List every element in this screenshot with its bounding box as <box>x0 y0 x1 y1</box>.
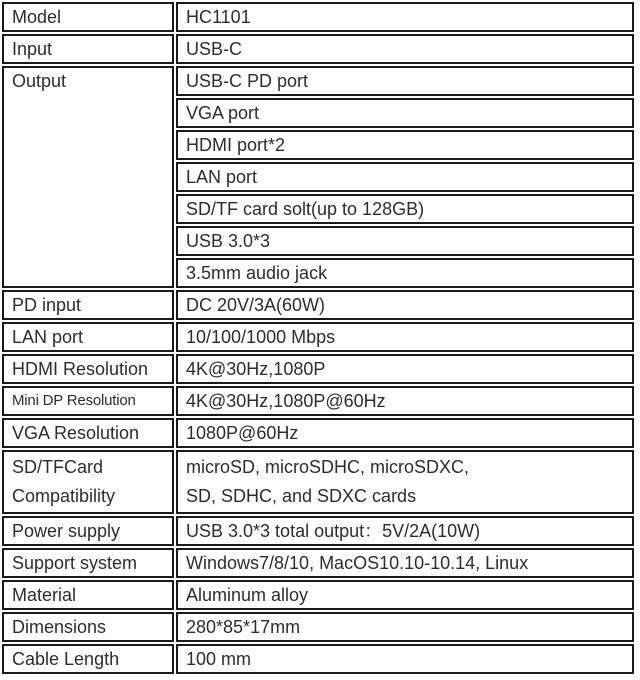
spec-value-cell: 100 mm <box>176 644 634 674</box>
spec-label-cell: Mini DP Resolution <box>2 386 174 416</box>
spec-row <box>2 322 634 352</box>
spec-label-cell: Support system <box>2 548 174 578</box>
spec-label-cell: HDMI Resolution <box>2 354 174 384</box>
cell-line: microSD, microSDHC, microSDXC, <box>186 457 470 477</box>
spec-value-cell: 280*85*17mm <box>176 612 634 642</box>
spec-value-cell: Windows7/8/10, MacOS10.10-10.14, Linux <box>176 548 634 578</box>
spec-label-cell: Input <box>2 34 174 64</box>
cell-line: Compatibility <box>12 486 116 506</box>
spec-value-cell: USB 3.0*3 <box>176 226 634 256</box>
spec-row <box>2 548 634 578</box>
spec-row <box>2 516 634 546</box>
spec-value-cell: USB 3.0*3 total output：5V/2A(10W) <box>176 516 634 546</box>
spec-value-cell: SD/TF card solt(up to 128GB) <box>176 194 634 224</box>
spec-value-cell: Aluminum alloy <box>176 580 634 610</box>
spec-value-cell: USB-C <box>176 34 634 64</box>
cell-line: SD/TFCard <box>12 457 104 477</box>
spec-value-cell: 1080P@60Hz <box>176 418 634 448</box>
spec-row <box>2 290 634 320</box>
spec-table-body <box>2 2 634 674</box>
spec-label-cell <box>2 450 174 514</box>
spec-value-cell: 4K@30Hz,1080P <box>176 354 634 384</box>
spec-value-cell <box>176 450 634 514</box>
spec-value-cell: USB-C PD port <box>176 66 634 96</box>
spec-label-cell: PD input <box>2 290 174 320</box>
spec-label-cell: Cable Length <box>2 644 174 674</box>
spec-row <box>2 612 634 642</box>
cell-line: SD, SDHC, and SDXC cards <box>186 486 417 506</box>
spec-label-cell: Model <box>2 2 174 32</box>
spec-row <box>2 66 634 96</box>
spec-row <box>2 2 634 32</box>
spec-value-cell: VGA port <box>176 98 634 128</box>
spec-value-cell: 3.5mm audio jack <box>176 258 634 288</box>
spec-label-cell: Power supply <box>2 516 174 546</box>
spec-value-cell: 10/100/1000 Mbps <box>176 322 634 352</box>
spec-label-cell: Dimensions <box>2 612 174 642</box>
spec-row <box>2 450 634 514</box>
spec-value-cell: DC 20V/3A(60W) <box>176 290 634 320</box>
spec-value-cell: LAN port <box>176 162 634 192</box>
spec-row <box>2 418 634 448</box>
spec-label-cell: Output <box>2 66 174 288</box>
spec-label-cell: LAN port <box>2 322 174 352</box>
spec-row <box>2 644 634 674</box>
spec-row <box>2 580 634 610</box>
spec-value-cell: HC1101 <box>176 2 634 32</box>
spec-row <box>2 34 634 64</box>
spec-label-cell: Material <box>2 580 174 610</box>
spec-value-cell: HDMI port*2 <box>176 130 634 160</box>
spec-value-cell: 4K@30Hz,1080P@60Hz <box>176 386 634 416</box>
spec-row <box>2 386 634 416</box>
spec-row <box>2 354 634 384</box>
spec-label-cell: VGA Resolution <box>2 418 174 448</box>
